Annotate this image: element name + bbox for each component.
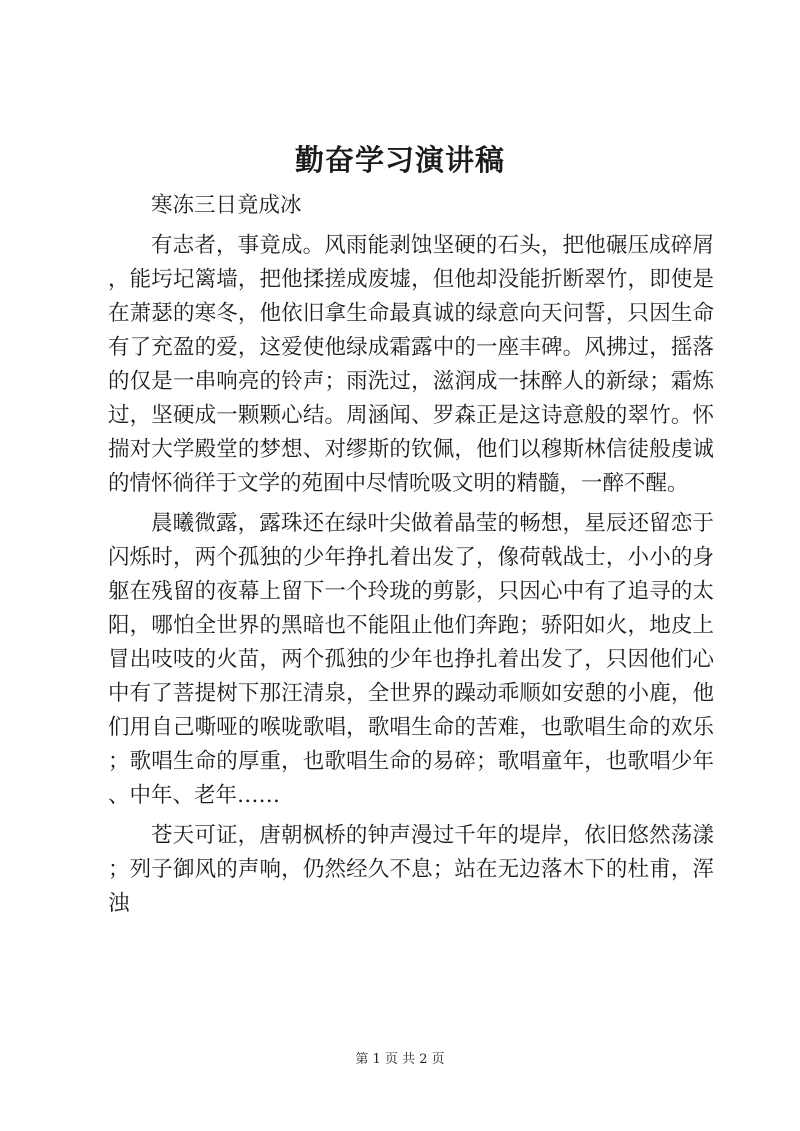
paragraph-subtitle: 寒冻三日竟成冰: [151, 193, 302, 218]
page-number-footer: 第 1 页 共 2 页: [355, 1052, 445, 1067]
document-body: [108, 189, 714, 921]
document-title: 勤奋学习演讲稿: [294, 143, 505, 177]
paragraph: 苍天可证，唐朝枫桥的钟声漫过千年的堤岸，依旧悠然荡漾；列子御风的声响，仍然经久不息；站在无边落木下的杜甫，浑浊: [108, 823, 714, 916]
paragraph: 有志者，事竟成。风雨能剥蚀坚硬的石头，把他碾压成碎屑，能圬圮篱墙，把他揉搓成废墟，但他却没能折断翠竹，即使是在萧瑟的寒冬，他依旧拿生命最真诚的绿意向天问誓，只因生命有了充盈的爱，这爱使他绿成霜露中的一座丰碑。风拂过，摇落的仅是一串响亮的铃声；雨洗过，滋润成一抹醉人的新绿；霜炼过，坚硬成一颗颗心结。周涵闻、罗森正是这诗意般的翠竹。怀揣对大学殿堂的梦想、对缪斯的钦佩，他们以穆斯林信徒般虔诚的情怀徜徉于文学的苑囿中尽情吮吸文明的精髓，一醉不醒。: [108, 233, 714, 496]
paragraph: 晨曦微露，露珠还在绿叶尖做着晶莹的畅想，星辰还留恋于闪烁时，两个孤独的少年挣扎着出发了，像荷戟战士，小小的身躯在残留的夜幕上留下一个玲珑的剪影，只因心中有了追寻的太阳，哪怕全世界的黑暗也不能阻止他们奔跑；骄阳如火，地皮上冒出吱吱的火苗，两个孤独的少年也挣扎着出发了，只因他们心中有了菩提树下那汪清泉，全世界的躁动乖顺如安憩的小鹿，他们用自己嘶哑的喉咙歌唱，歌唱生命的苦难，也歌唱生命的欢乐；歌唱生命的厚重，也歌唱生命的易碎；歌唱童年，也歌唱少年、中年、老年……: [108, 511, 714, 808]
